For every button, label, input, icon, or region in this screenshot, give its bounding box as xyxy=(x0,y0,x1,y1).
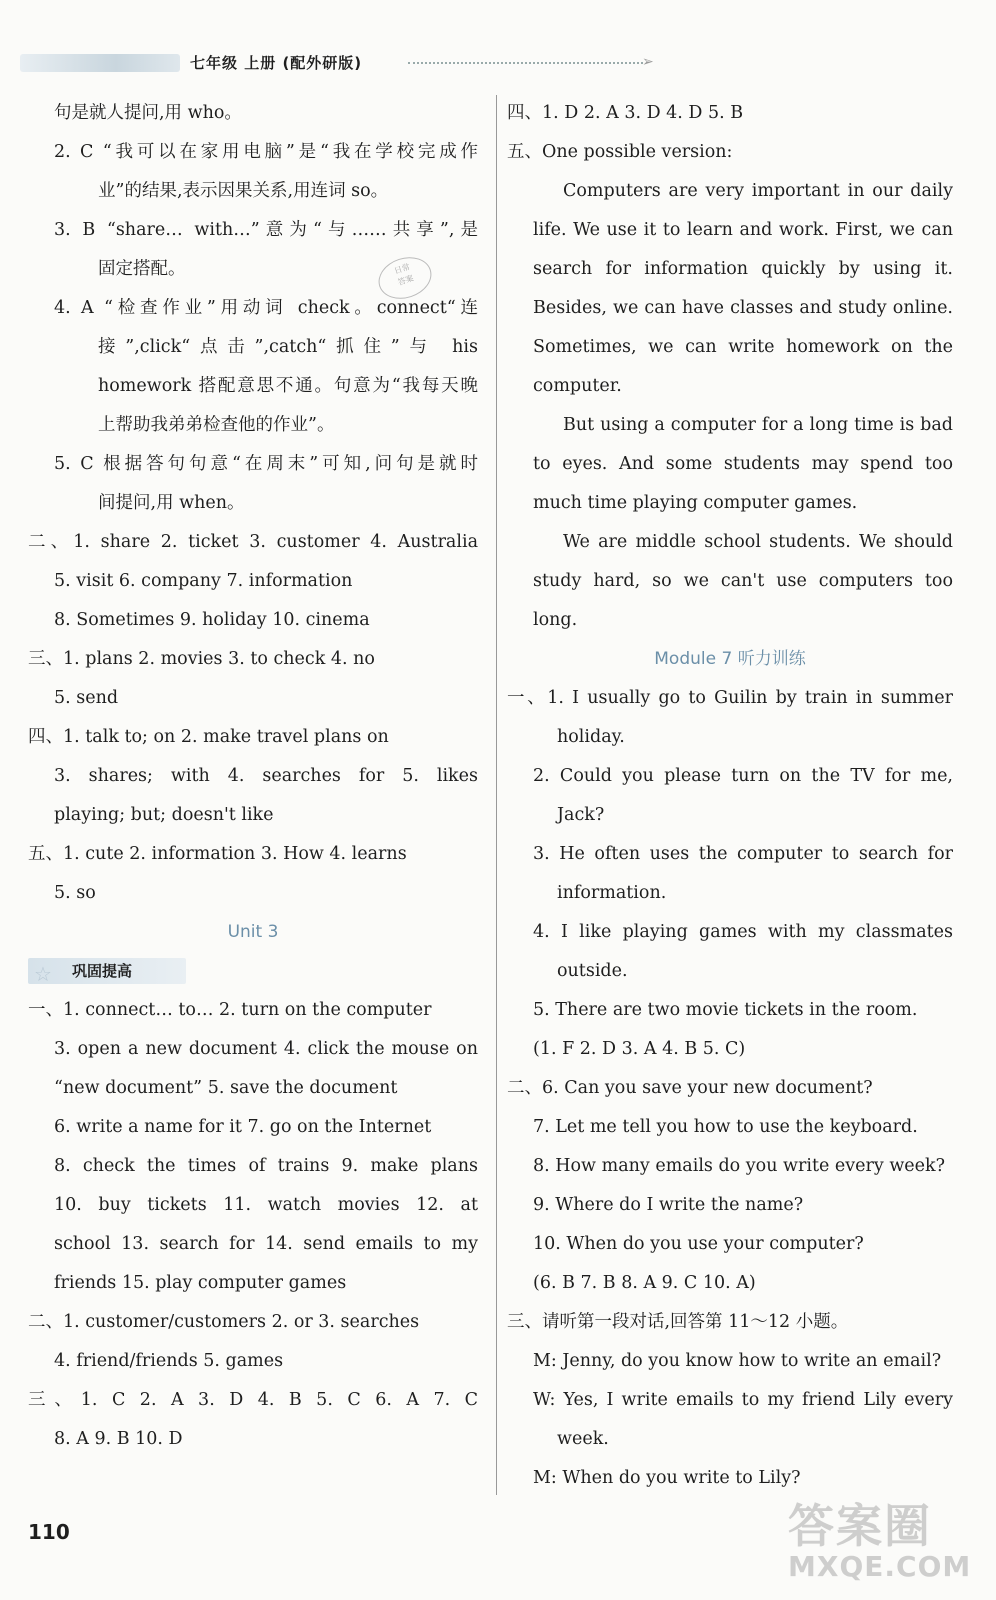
answer-line: (6. B 7. B 8. A 9. C 10. A) xyxy=(533,1273,756,1293)
answer-line: Sometimes, we can write homework on the xyxy=(533,337,953,357)
section-title: Unit 3 xyxy=(227,922,279,942)
watermark xyxy=(788,1490,978,1583)
section-label-text: 巩固提高 xyxy=(72,962,133,980)
answer-line: computer. xyxy=(533,376,622,396)
answer-line: “new document” 5. save the document xyxy=(54,1078,398,1098)
answer-line: 4. I like playing games with my classmates xyxy=(533,922,953,942)
answer-line: 10. When do you use your computer? xyxy=(533,1234,864,1254)
answer-line: 5. There are two movie tickets in the room. xyxy=(533,1000,918,1020)
answer-line: 5. C 根据答句句意“在周末”可知,问句是就时 xyxy=(54,454,478,474)
answer-line: week. xyxy=(557,1429,609,1449)
page-number: 110 xyxy=(28,1520,70,1544)
left-column xyxy=(28,94,478,1459)
page-header xyxy=(20,48,654,78)
answer-line: life. We use it to learn and work. First, we can xyxy=(533,220,953,240)
answer-line: information. xyxy=(557,883,667,903)
answer-line: Computers are very important in our daily xyxy=(563,181,953,201)
answer-line: 6. write a name for it 7. go on the Internet xyxy=(54,1117,432,1137)
answer-line: M: Jenny, do you know how to write an email? xyxy=(533,1351,942,1371)
section-label xyxy=(28,952,478,991)
answer-line: 2. Could you please turn on the TV for me, xyxy=(533,766,953,786)
answer-line: 3. He often uses the computer to search for xyxy=(533,844,953,864)
answer-line: 句是就人提问,用 who。 xyxy=(54,103,242,123)
answer-line: We are middle school students. We should xyxy=(563,532,953,552)
answer-line: long. xyxy=(533,610,578,630)
answer-line: 三、1. C 2. A 3. D 4. B 5. C 6. A 7. C xyxy=(28,1390,478,1410)
answer-line: 三、请听第一段对话,回答第 11～12 小题。 xyxy=(507,1312,849,1332)
answer-line: 固定搭配。 xyxy=(98,259,186,279)
answer-line: 三、1. plans 2. movies 3. to check 4. no xyxy=(28,649,375,669)
answer-line: much time playing computer games. xyxy=(533,493,858,513)
answer-line: 7. Let me tell you how to use the keyboard. xyxy=(533,1117,918,1137)
answer-line: study hard, so we can't use computers too xyxy=(533,571,953,591)
answer-line: 业”的结果,表示因果关系,用连词 so。 xyxy=(98,181,389,201)
answer-line: 四、1. talk to; on 2. make travel plans on xyxy=(28,727,389,747)
answer-line: 5. send xyxy=(54,688,119,708)
answer-line: 二、6. Can you save your new document? xyxy=(507,1078,873,1098)
header-arrow-icon: ➢ xyxy=(642,54,654,70)
stamp-seal: 日常 答案 xyxy=(373,251,437,306)
answer-line: search for information quickly by using it. xyxy=(533,259,953,279)
header-dotted-line xyxy=(408,62,643,64)
answer-line: 二、1. customer/customers 2. or 3. searches xyxy=(28,1312,420,1332)
answer-line: playing; but; doesn't like xyxy=(54,805,274,825)
answer-line: homework 搭配意思不通。句意为“我每天晚 xyxy=(98,376,478,396)
answer-line: 8. Sometimes 9. holiday 10. cinema xyxy=(54,610,370,630)
answer-line: 二、1. share 2. ticket 3. customer 4. Australia xyxy=(28,532,478,552)
answer-line: to eyes. And some students may spend too xyxy=(533,454,953,474)
answer-line: 10. buy tickets 11. watch movies 12. at xyxy=(54,1195,478,1215)
answer-line: (1. F 2. D 3. A 4. B 5. C) xyxy=(533,1039,746,1059)
answer-line: 8. How many emails do you write every week? xyxy=(533,1156,946,1176)
watermark-line2: MXQE.COM xyxy=(788,1550,972,1583)
answer-line: 五、One possible version: xyxy=(507,142,733,162)
answer-line: school 13. search for 14. send emails to my xyxy=(54,1234,478,1254)
header-grade-label: 七年级 上册 (配外研版) xyxy=(190,54,363,72)
right-column xyxy=(507,94,953,1498)
answer-line: holiday. xyxy=(557,727,625,747)
section-title: Module 7 听力训练 xyxy=(654,649,806,669)
answer-line: W: Yes, I write emails to my friend Lily every xyxy=(533,1390,953,1410)
answer-line: 四、1. D 2. A 3. D 4. D 5. B xyxy=(507,103,744,123)
header-decoration xyxy=(20,54,180,72)
answer-line: 9. Where do I write the name? xyxy=(533,1195,804,1215)
answer-line: 5. so xyxy=(54,883,96,903)
column-divider xyxy=(496,95,497,1495)
answer-line: 上帮助我弟弟检查他的作业”。 xyxy=(98,415,335,435)
answer-line: 3. B “share… with…”意为“与……共享”,是 xyxy=(54,220,478,240)
answer-line: 间提问,用 when。 xyxy=(98,493,245,513)
answer-line: Jack? xyxy=(557,805,605,825)
answer-line: M: When do you write to Lily? xyxy=(533,1468,801,1488)
answer-line: outside. xyxy=(557,961,628,981)
answer-line: 4. friend/friends 5. games xyxy=(54,1351,284,1371)
answer-line: Besides, we can have classes and study online. xyxy=(533,298,953,318)
answer-line: friends 15. play computer games xyxy=(54,1273,347,1293)
answer-line: 一、1. connect… to… 2. turn on the computer xyxy=(28,1000,432,1020)
answer-line: 8. check the times of trains 9. make plans xyxy=(54,1156,478,1176)
answer-line: 接”,click“点击”,catch“抓住”与 his xyxy=(98,337,478,357)
watermark-line1: 答案圈 xyxy=(788,1499,932,1553)
answer-line: 5. visit 6. company 7. information xyxy=(54,571,353,591)
answer-line: 2. C “我可以在家用电脑”是“我在学校完成作 xyxy=(54,142,478,162)
answer-line: 一、1. I usually go to Guilin by train in summer xyxy=(507,688,953,708)
answer-line: 3. shares; with 4. searches for 5. likes xyxy=(54,766,478,786)
answer-line: But using a computer for a long time is bad xyxy=(563,415,953,435)
answer-line: 8. A 9. B 10. D xyxy=(54,1429,183,1449)
star-icon: ☆ xyxy=(34,962,52,986)
answer-line: 3. open a new document 4. click the mouse on xyxy=(54,1039,478,1059)
answer-line: 五、1. cute 2. information 3. How 4. learns xyxy=(28,844,407,864)
answer-line: 4. A “检查作业”用动词 check。connect“连 xyxy=(54,298,478,318)
